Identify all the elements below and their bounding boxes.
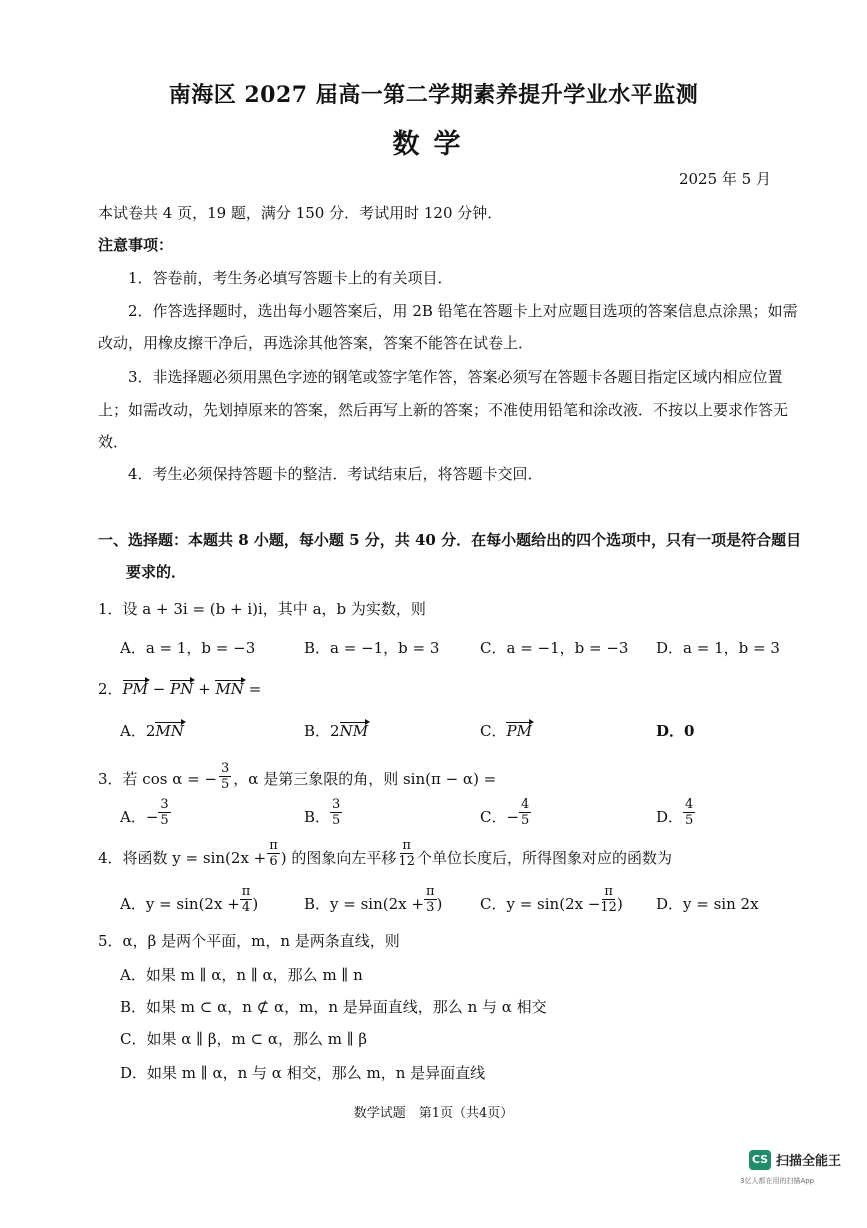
q2-a-vector: MN [155, 722, 184, 740]
q4-option-a: A．y = sin(2x + $\frac{\pi}{4}$ ) [120, 884, 259, 915]
camscanner-logo-icon: CS [749, 1150, 771, 1170]
q2-number: 2． [98, 680, 123, 698]
q2-option-b: B．2NM [304, 722, 369, 740]
q2-option-a: A．2MN [120, 722, 184, 740]
q2-op-plus: + [193, 680, 216, 698]
q2-equals: = [243, 680, 262, 698]
camscanner-name: 扫描全能王 [776, 1154, 842, 1169]
notice-item-4: 4．考生必须保持答题卡的整洁．考试结束后，将答题卡交回． [128, 465, 543, 483]
q2-option-d: D．0 [656, 722, 695, 740]
exam-title: 南海区 2027 届高一第二学期素养提升学业水平监测 [168, 82, 699, 108]
notice-item-2-line-2: 改动，用橡皮擦干净后，再选涂其他答案，答案不能答在试卷上． [98, 334, 534, 352]
page-footer: 数学试题 第1页（共4页） [353, 1106, 514, 1121]
q5-option-a: A．如果 m ∥ α，n ∥ α，那么 m ∥ n [120, 966, 363, 984]
q2-c-vector: PM [506, 722, 532, 740]
q3-prefix: 3．若 cos α = − [98, 769, 218, 788]
question-2-stem [98, 678, 261, 699]
intro-text: 本试卷共 4 页，19 题，满分 150 分．考试用时 120 分钟． [98, 204, 503, 222]
notice-item-3-line-1: 3．非选择题必须用黑色字迹的钢笔或签字笔作答，答案必须写在答题卡各题目指定区域内相应位置 [128, 368, 783, 386]
camscanner-tagline: 3亿人都在用的扫描App [740, 1177, 815, 1185]
q5-option-c: C．如果 α ∥ β，m ⊂ α，那么 m ∥ β [120, 1030, 368, 1048]
q4-option-d: D．y = sin 2x [656, 895, 759, 913]
notice-item-3-line-3: 效． [98, 433, 129, 451]
question-3-stem [98, 755, 496, 791]
q3-option-c: C．− $\frac{4}{5}$ [480, 797, 530, 828]
notice-item-2-line-1: 2．作答选择题时，选出每小题答案后，用 2B 铅笔在答题卡上对应题目选项的答案信息点涂黑；如需 [128, 302, 798, 320]
q4-option-b: B．y = sin(2x + $\frac{\pi}{3}$ ) [304, 884, 443, 915]
q2-b-vector: NM [339, 722, 369, 740]
q5-option-b: B．如果 m ⊂ α，n ⊄ α，m，n 是异面直线，那么 n 与 α 相交 [120, 998, 547, 1016]
q2-option-c: C．PM [480, 722, 532, 740]
vector-mn: MN [215, 680, 244, 698]
notice-heading: 注意事项： [98, 236, 174, 254]
q1-option-c: C．a = −1，b = −3 [480, 639, 629, 657]
section-1-heading-cont: 要求的． [126, 563, 187, 581]
notice-item-1: 1．答卷前，考生务必填写答题卡上的有关项目． [128, 269, 453, 287]
q1-option-b: B．a = −1，b = 3 [304, 639, 440, 657]
question-4-stem: 4．将函数 y = sin(2x + $\frac{\pi}{6}$ ) 的图象向左平移 $\frac{\pi}{12}$ 个单位长度后，所得图象对应的函数为 [98, 838, 672, 869]
q3-suffix: ，α 是第三象限的角，则 sin(π − α) = [233, 769, 497, 788]
exam-date: 2025 年 5 月 [678, 170, 771, 188]
q3-option-a: A．− $\frac{3}{5}$ [120, 797, 169, 828]
question-5-stem: 5．α，β 是两个平面，m，n 是两条直线，则 [98, 932, 400, 950]
subject-heading: 数学 [392, 129, 475, 160]
vector-pn: PN [170, 680, 194, 698]
vector-pm: PM [122, 680, 148, 698]
q1-option-a: A．a = 1，b = −3 [120, 639, 256, 657]
q3-fraction: $\frac{3}{5}$ [221, 761, 230, 792]
section-1-heading: 一、选择题：本题共 8 小题，每小题 5 分，共 40 分．在每小题给出的四个选项中，只有一项是符合题目 [98, 531, 802, 549]
notice-item-3-line-2: 上；如需改动，先划掉原来的答案，然后再写上新的答案；不准使用铅笔和涂改液．不按以上要求作答无 [98, 401, 789, 419]
q2-op-minus: − [148, 680, 171, 698]
q3-option-b: B． $\frac{3}{5}$ [304, 797, 341, 828]
q5-option-d: D．如果 m ∥ α，n 与 α 相交，那么 m，n 是异面直线 [120, 1064, 486, 1082]
q1-option-d: D．a = 1，b = 3 [656, 639, 780, 657]
q3-option-d: D． $\frac{4}{5}$ [656, 797, 694, 828]
q4-option-c: C．y = sin(2x − $\frac{\pi}{12}$ ) [480, 884, 623, 915]
question-1-stem: 1．设 a + 3i = (b + i)i，其中 a，b 为实数，则 [98, 600, 426, 618]
